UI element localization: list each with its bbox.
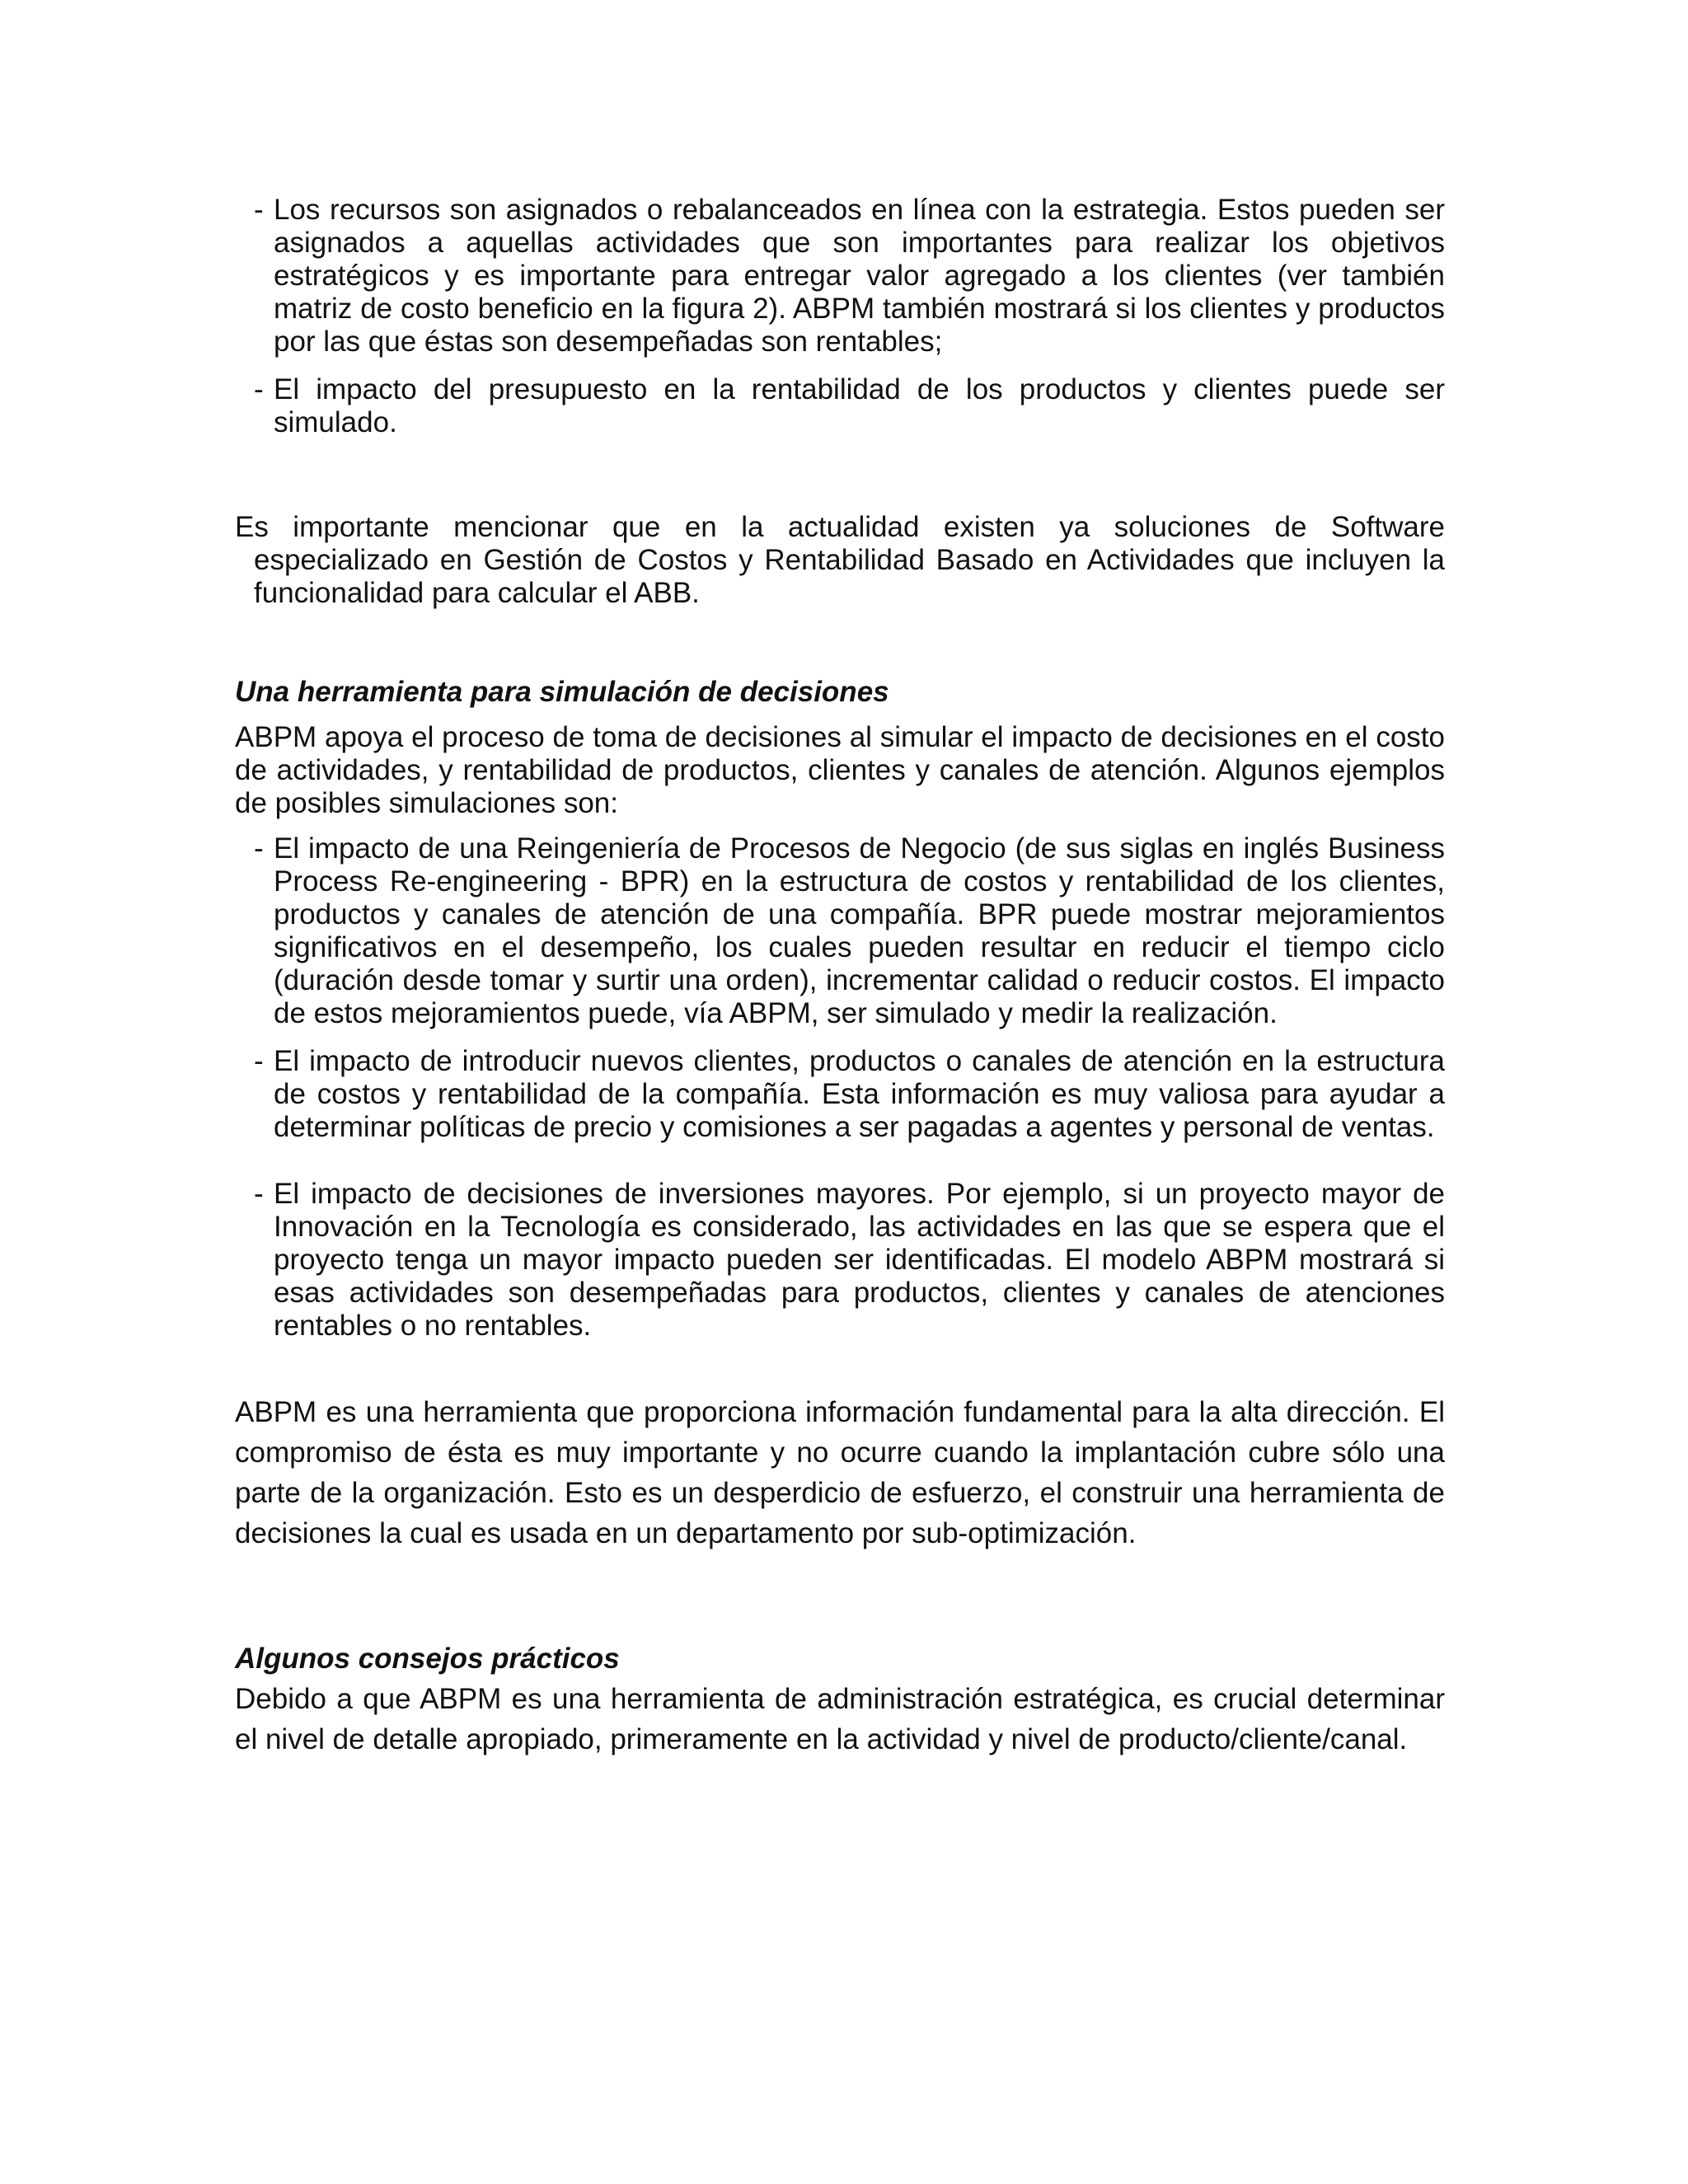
list-item	[254, 832, 1445, 1030]
list-item	[254, 373, 1445, 439]
bullet-dash: -	[254, 1045, 264, 1077]
section-heading-advice: Algunos consejos prácticos	[235, 1643, 620, 1675]
paragraph-simulation-intro: ABPM apoya el proceso de toma de decisiones al simular el impacto de decisiones en el costo de actividades, y rentabilidad de productos, clientes y canales de atención. Algunos ejemplos de posibles simulaciones son:	[235, 721, 1445, 819]
list-item	[254, 1178, 1445, 1343]
list-item-text: El impacto de una Reingeniería de Procesos de Negocio (de sus siglas en inglés Business Process Re-engineering - BPR) en la estructura de costos y rentabilidad de los clientes, productos y canales de atención de una compañía. BPR puede mostrar mejoramientos significativos en el desempeño, los cuales pueden resultar en reducir el tiempo ciclo (duración desde tomar y surtir una orden), incrementar calidad o reducir costos. El impacto de estos mejoramientos puede, vía ABPM, ser simulado y medir la realización.	[274, 832, 1445, 1029]
section-heading-simulation: Una herramienta para simulación de decisiones	[235, 676, 889, 708]
bullet-list-resources	[235, 194, 1445, 439]
list-item-text: Los recursos son asignados o rebalanceados en línea con la estrategia. Estos pueden ser asignados a aquellas actividades que son importantes para realizar los objetivos estratégicos y es importante para entregar valor agregado a los clientes (ver también matriz de costo beneficio en la figura 2). ABPM también mostrará si los clientes y productos por las que éstas son desempeñadas son rentables;	[274, 194, 1445, 358]
list-item	[254, 194, 1445, 359]
bullet-dash: -	[254, 373, 264, 405]
bullet-dash: -	[254, 832, 264, 865]
list-item-text: El impacto del presupuesto en la rentabilidad de los productos y clientes puede ser simulado.	[274, 373, 1445, 438]
document-page	[235, 194, 1445, 1760]
paragraph-abpm-management: ABPM es una herramienta que proporciona información fundamental para la alta dirección. El compromiso de ésta es muy importante y no ocurre cuando la implantación cubre sólo una parte de la organización. Esto es un desperdicio de esfuerzo, el construir una herramienta de decisiones la cual es usada en un departamento por sub-optimización.	[235, 1396, 1445, 1549]
list-item-text: El impacto de introducir nuevos clientes, productos o canales de atención en la estructura de costos y rentabilidad de la compañía. Esta información es muy valiosa para ayudar a determinar políticas de precio y comisiones a ser pagadas a agentes y personal de ventas.	[274, 1045, 1445, 1143]
paragraph-software: Es importante mencionar que en la actualidad existen ya soluciones de Software especializado en Gestión de Costos y Rentabilidad Basado en Actividades que incluyen la funcionalidad para calcular el ABB.	[235, 511, 1445, 609]
bullet-dash: -	[254, 1178, 264, 1210]
paragraph-advice: Debido a que ABPM es una herramienta de administración estratégica, es crucial determinar el nivel de detalle apropiado, primeramente en la actividad y nivel de producto/cliente/canal.	[235, 1683, 1445, 1755]
list-item	[254, 1045, 1445, 1144]
list-item-text: El impacto de decisiones de inversiones mayores. Por ejemplo, si un proyecto mayor de Innovación en la Tecnología es considerado, las actividades en las que se espera que el proyecto tenga un mayor impacto pueden ser identificadas. El modelo ABPM mostrará si esas actividades son desempeñadas para productos, clientes y canales de atenciones rentables o no rentables.	[274, 1178, 1445, 1342]
bullet-list-simulations	[235, 832, 1445, 1343]
bullet-dash: -	[254, 194, 264, 226]
